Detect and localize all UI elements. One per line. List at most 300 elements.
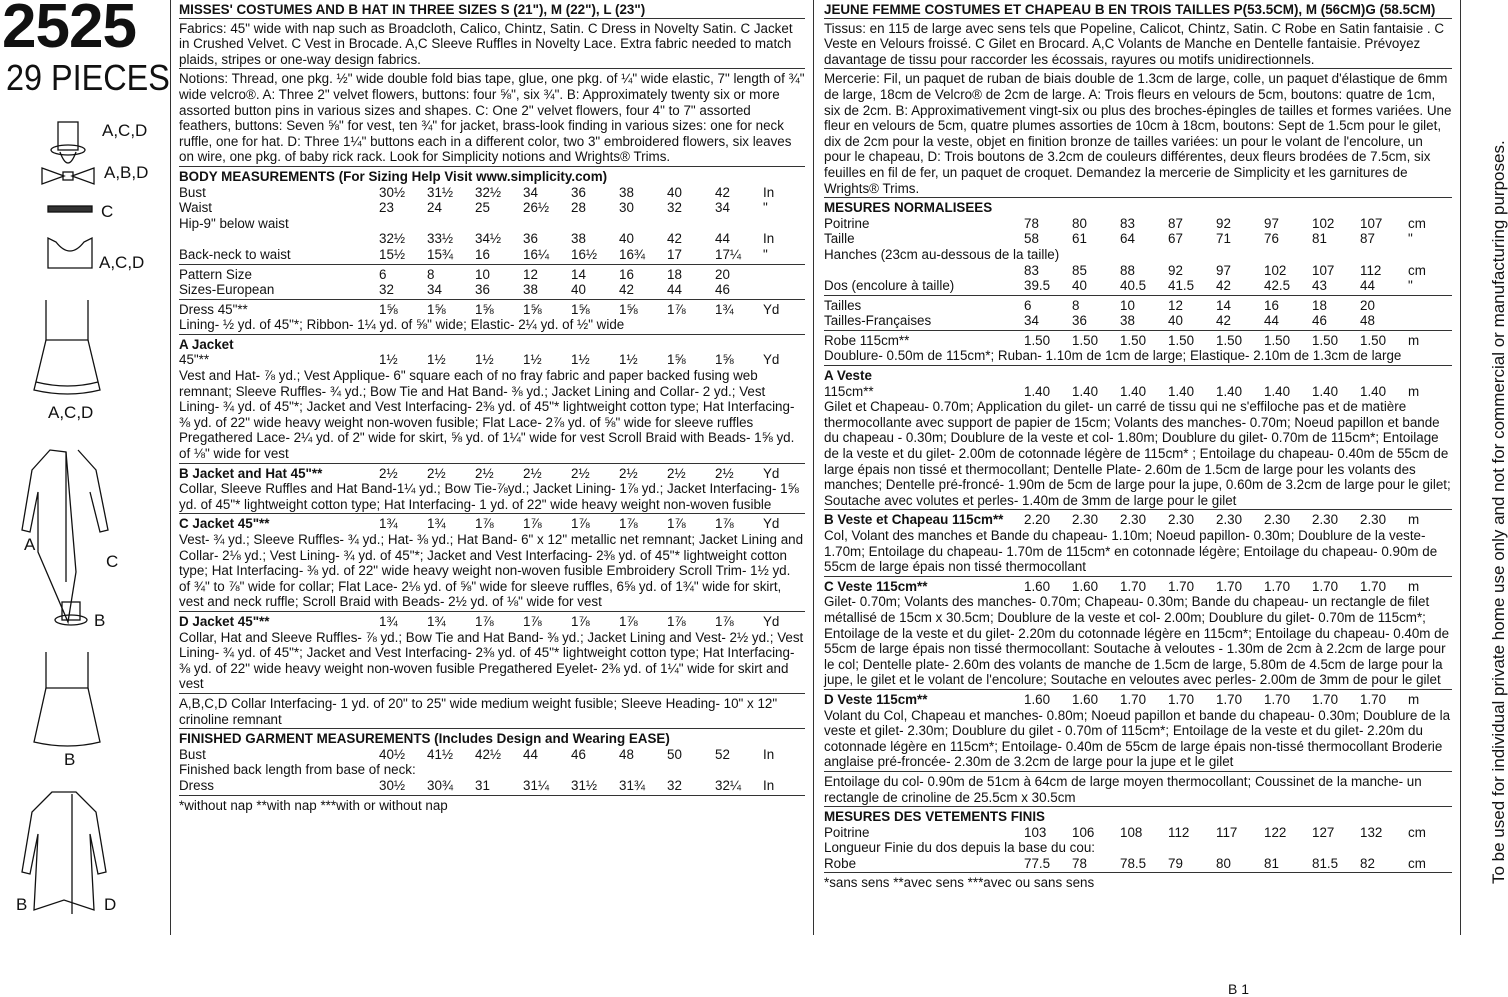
size-value: 78 xyxy=(1072,855,1087,871)
size-value: 1.60 xyxy=(1072,578,1099,594)
unit: cm xyxy=(1408,855,1426,871)
label: Bust xyxy=(179,746,206,762)
size-value: 83 xyxy=(1120,215,1135,231)
size-value: 50 xyxy=(667,746,682,762)
size-value: 31¼ xyxy=(523,777,550,793)
measurements-fr xyxy=(824,197,1452,295)
size-value: 1½ xyxy=(619,352,638,368)
page-number: B 1 xyxy=(1228,981,1250,997)
size-value: 31¾ xyxy=(619,777,646,793)
unit: m xyxy=(1408,691,1420,707)
size-value: 52 xyxy=(715,746,730,762)
measure-row xyxy=(179,247,805,263)
size-value: 1⅞ xyxy=(523,613,542,629)
view-label-dress2: B xyxy=(64,750,76,769)
size-value: 36 xyxy=(523,231,538,247)
size-value: 102 xyxy=(1312,215,1335,231)
size-value: 32 xyxy=(379,282,394,298)
size-value: 1.70 xyxy=(1312,691,1339,707)
size-value: 1¾ xyxy=(379,516,398,532)
size-value: 32 xyxy=(667,200,682,216)
unit: In xyxy=(763,184,775,200)
size-value: 2½ xyxy=(571,465,590,481)
size-value: 16½ xyxy=(571,246,598,262)
measure-row xyxy=(179,200,805,216)
size-value: 2.30 xyxy=(1264,512,1291,528)
measurements-title: MESURES NORMALISEES xyxy=(824,200,993,216)
size-value: 64 xyxy=(1120,231,1135,247)
size-value: 28 xyxy=(571,200,586,216)
french-column xyxy=(824,2,1452,892)
size-value: 67 xyxy=(1168,231,1183,247)
dress-yardage-en xyxy=(179,299,805,334)
size-value: 34 xyxy=(1024,313,1039,329)
unit: m xyxy=(1408,332,1420,348)
size-value: 34 xyxy=(715,200,730,216)
size-value: 2.30 xyxy=(1168,512,1195,528)
dress-drawing-acd xyxy=(34,300,100,394)
vest-drawing xyxy=(48,238,92,268)
d-veste-notes: Volant du Col, Chapeau et manches- 0.80m; Noeud papillon et bande du chapeau- 0.30m; Doublure de la veste et gilet- 2.30m; Doublure du gilet - 0.70m of 115cm*; Entoilage de la veste et du gilet- 2.20m du cotonnade légère en 115cm*; Entoilage- 0.40m de 55cm de large épais non-tissé thermocollant Broderie anglaise pré-froncée- 2.30m de 3.2cm de large pour la jupe et le gilet xyxy=(824,707,1451,770)
label: Taille xyxy=(824,231,855,247)
b-veste-notes: Col, Volant des manches et Bande du chapeau- 1.10m; Noeud papillon- 0.30m; Doublure de la veste- 1.70m; Entoilage du chapeau- 1.70m de 115cm* en cotonnade légère; Entoilage du chapeau- 0.90m de 55cm de large épais non tissé thermocollant xyxy=(824,528,1438,575)
size-value: 80 xyxy=(1216,855,1231,871)
sizes-fr xyxy=(824,295,1452,330)
size-value: 14 xyxy=(1216,297,1231,313)
label: Bust xyxy=(179,184,206,200)
size-value: 2½ xyxy=(523,465,542,481)
size-value: 16¼ xyxy=(523,246,550,262)
size-value: 1¾ xyxy=(427,516,446,532)
size-value: 92 xyxy=(1216,215,1231,231)
size-value: 2½ xyxy=(715,465,734,481)
title-en: MISSES' COSTUMES AND B HAT IN THREE SIZES S (21"), M (22"), L (23") xyxy=(179,2,646,17)
size-value: 97 xyxy=(1264,215,1279,231)
size-value: 87 xyxy=(1168,215,1183,231)
size-value: 2.20 xyxy=(1024,512,1051,528)
size-value: 81.5 xyxy=(1312,855,1339,871)
size-value: 1½ xyxy=(571,352,590,368)
size-value: 46 xyxy=(715,282,730,298)
a-veste-notes: Gilet et Chapeau- 0.70m; Application du gilet- un carré de tissu qui ne s'effiloche pas et de matière thermocollante avec support de papier de 15cm; Volants des manches- 0.70m; Noeud papillon et bande du chapeau - 0.30m; Doublure de la veste et col- 1.80m; Doublure du gilet- 0.70m de 115cm*; Entoilage de la veste et du gilet- 2.00m de cotonnade légère de 115cm* ; Entoilage du chapeau- 0.40m de 55cm de large épais non tissé et thermocollant; Dentelle Plate- 2.60m de 1.5cm de large pour les volants des manches; Dentelle pré-froncé- 1.90m de 5cm de large pour la jupe, 0.60m de 3.2cm de large pour le gilet; Soutache avec volutes et perles- 1.40m de 3mm de large pour le gilet xyxy=(824,399,1451,508)
size-value: 15½ xyxy=(379,246,406,262)
size-value: 103 xyxy=(1024,824,1047,840)
size-value: 1.70 xyxy=(1168,578,1195,594)
size-value: 1⅝ xyxy=(523,301,542,317)
title-fr: JEUNE FEMME COSTUMES ET CHAPEAU B EN TROIS TAILLES P(53.5CM), M (56CM)G (58.5CM) xyxy=(824,2,1436,17)
size-value: 42 xyxy=(667,231,682,247)
size-value: 1⅞ xyxy=(715,613,734,629)
size-value: 34 xyxy=(427,282,442,298)
unit: Yd xyxy=(763,352,780,368)
entoilage-fr: Entoilage du col- 0.90m de 51cm à 64cm de large moyen thermocollant; Coussinet de la manche- un rectangle de crinoline de 25.5cm x 30.5cm xyxy=(824,771,1452,806)
c-jacket-notes: Vest- ¾ yd.; Sleeve Ruffles- ¾ yd.; Hat- ⅜ yd.; Hat Band- 6" x 12" metallic net remnant; Jacket Lining and Collar- 2⅛ yd.; Vest Lining- ¾ yd. of 45"*; Jacket and Vest Interfacing- 2⅜ yd. of 45"* lightweight cotton type; Hat Interfacing- ⅜ yd. of 22" wide heavy weight non-woven fusible Embroidery Scroll Trim- 1½ yd. of ¾" to ⅞" wide for collar; Flat Lace- 2⅛ yd. of ⅝" wide for sleeve ruffles, 6⅝ yd. of 1¾" wide for skirt, vest and neck ruffle; Scroll Braid with Beads- 2½ yd. of ⅛" wide for vest xyxy=(179,532,804,610)
size-value: 76 xyxy=(1264,231,1279,247)
size-value: 80 xyxy=(1072,215,1087,231)
size-value: 1.60 xyxy=(1024,578,1051,594)
size-value: 1.50 xyxy=(1216,332,1243,348)
label: Poitrine xyxy=(824,824,870,840)
size-value: 32¼ xyxy=(715,777,742,793)
jacket-drawing-bd xyxy=(22,792,106,914)
size-value: 2.30 xyxy=(1312,512,1339,528)
size-value: 106 xyxy=(1072,824,1095,840)
size-value: 44 xyxy=(523,746,538,762)
size-value: 1.70 xyxy=(1216,691,1243,707)
size-value: 102 xyxy=(1264,262,1287,278)
size-value: 36 xyxy=(1072,313,1087,329)
size-value: 40 xyxy=(571,282,586,298)
size-value: 30½ xyxy=(379,184,406,200)
unit: " xyxy=(1408,231,1413,247)
label: Dos (encolure à taille) xyxy=(824,278,955,294)
footnote-en: *without nap **with nap ***with or without nap xyxy=(179,795,805,815)
size-value: 1.50 xyxy=(1168,332,1195,348)
size-value: 1.40 xyxy=(1216,383,1243,399)
view-label-jacket-b: B xyxy=(16,895,28,914)
size-value: 1.70 xyxy=(1264,691,1291,707)
robe-fr xyxy=(824,330,1452,365)
size-value: 1½ xyxy=(427,352,446,368)
size-value: 1¾ xyxy=(427,613,446,629)
size-value: 34½ xyxy=(475,231,502,247)
size-value: 8 xyxy=(1072,297,1080,313)
size-value: 1⅞ xyxy=(523,516,542,532)
size-value: 1⅞ xyxy=(715,516,734,532)
view-label-bow: A,B,D xyxy=(104,163,149,182)
size-value: 1.70 xyxy=(1360,691,1387,707)
size-value: 1⅝ xyxy=(379,301,398,317)
hat-drawing xyxy=(51,122,85,163)
size-value: 117 xyxy=(1216,824,1238,840)
size-value: 1.60 xyxy=(1024,691,1051,707)
size-value: 20 xyxy=(715,266,730,282)
finished-title: MESURES DES VETEMENTS FINIS xyxy=(824,809,1045,825)
size-value: 122 xyxy=(1264,824,1287,840)
fabrics-en: Fabrics: 45" wide with nap such as Broadcloth, Calico, Chintz, Satin. C Dress in Novelty Satin. C Jacket in Crushed Velvet. C Vest in Brocade. A,C Sleeve Ruffles in Novelty Lace. Extra fabric needed to match plaids, stripes or one-way design fabrics. xyxy=(179,18,805,69)
size-value: 1⅞ xyxy=(475,613,494,629)
piece-count: 29 PIECES xyxy=(6,57,170,98)
size-value: 83 xyxy=(1024,262,1039,278)
size-value: 14 xyxy=(571,266,586,282)
finished-en xyxy=(179,728,805,794)
size-value: 82 xyxy=(1360,855,1375,871)
size-value: 44 xyxy=(667,282,682,298)
view-label-jacket-d: D xyxy=(104,895,117,914)
notions-en: Notions: Thread, one pkg. ½" wide double fold bias tape, glue, one pkg. of ¼" wide elastic, 7" length of ¾" wide velcro®. A: Three 2" velvet flowers, buttons: four ⅝", six ¾". B: Approximately twenty six or more assorted button pins in various sizes and shapes. C: One 2" velvet flowers, four 4" to 7" assorted feathers, buttons: Seven ⅝" for vest, ten ¾" for jacket, brass-look finding in various sizes: one for neck ruffle, one for hat. D: Three 1¼" buttons each in a different color, two 3" embroidered flowers, six leaves on wire, one pkg. of baby rick rack. Look for Simplicity notions and Wrights® Trims. xyxy=(179,68,805,166)
size-value: 42 xyxy=(1216,278,1231,294)
a-jacket-notes: Vest and Hat- ⅞ yd.; Vest Applique- 6" square each of no fray fabric and paper backed fusing web remnant; Sleeve Ruffles- ¾ yd.; Bow Tie and Hat Band- ⅜ yd.; Jacket Lining and Collar- 2 yd.; Vest Lining- ¾ yd. of 45"*; Jacket and Vest Interfacing- 2⅜ yd. of 45"* lightweight cotton type; Hat Interfacing- ⅜ yd. of 22" wide heavy weight non-woven fusible; Flat Lace- 2⅞ yd. of ⅝" wide for sleeve ruffles Pregathered Lace- 2¼ yd. of 2" wide for skirt, ⅝ yd. of 1¼" wide for vest Scroll Braid with Beads- 1⅝ yd. of ⅛" wide for vest xyxy=(179,368,795,462)
size-value: 44 xyxy=(1264,313,1279,329)
size-value: 39.5 xyxy=(1024,278,1051,294)
size-value: 32 xyxy=(667,777,682,793)
usage-note xyxy=(1462,0,1508,992)
size-value: 31½ xyxy=(427,184,454,200)
size-value: 1.70 xyxy=(1216,578,1243,594)
size-value: 10 xyxy=(1120,297,1135,313)
size-value: 40 xyxy=(619,231,634,247)
size-value: 78.5 xyxy=(1120,855,1147,871)
unit: In xyxy=(763,777,775,793)
size-value: 12 xyxy=(1168,297,1183,313)
size-value: 1⅝ xyxy=(619,301,638,317)
size-value: 44 xyxy=(1360,278,1375,294)
size-value: 23 xyxy=(379,200,394,216)
mercerie-fr: Mercerie: Fil, un paquet de ruban de biais double de 1.3cm de large, colle, un paquet d'élastique de 6mm de large, 18cm de Velcro® de 2cm de large. A: Trois fleurs en velours de 5cm, boutons: quatre de 1cm, six de 2cm. B: Approximativement vingt-six ou plus des broches-épingles de tailles et formes variées. Une fleur en velours de 5cm, quatre plumes assorties de 10cm à 18cm, boutons: Sept de 1.5cm pour le gilet, dix de 2cm pour la veste, objet en finition bronze de tailles variées: un pour le volant de l'encolure, un pour le chapeau, D: Trois boutons de 3.2cm de couleurs différentes, deux fleurs brodées de 7.5cm, six feuilles en fil de fer, un paquet de croquet. Demandez la mercerie de Simplicity et les garnitures de Wrights® Trims. xyxy=(824,68,1452,197)
label: Poitrine xyxy=(824,215,870,231)
size-value: 1.50 xyxy=(1024,332,1051,348)
size-value: 85 xyxy=(1072,262,1087,278)
label: Sizes-European xyxy=(179,282,275,298)
size-value: 1.70 xyxy=(1264,578,1291,594)
unit: m xyxy=(1408,512,1420,528)
label: Longueur Finie du dos depuis la base du cou: xyxy=(824,840,1095,856)
label: Hanches (23cm au-dessous de la taille) xyxy=(824,246,1060,262)
size-value: 43 xyxy=(1312,278,1327,294)
label: B Veste et Chapeau 115cm** xyxy=(824,512,1004,528)
size-value: 1.40 xyxy=(1024,383,1051,399)
english-column xyxy=(179,2,805,814)
unit: cm xyxy=(1408,262,1426,278)
size-value: 6 xyxy=(379,266,387,282)
size-value: 40 xyxy=(667,184,682,200)
size-value: 33½ xyxy=(427,231,454,247)
a-veste-fr: A Veste 115cm** 1.40 1.40 1.40 1.40 1.40 1.40 1.40 1.40 m Gilet et Chapeau- 0.70m; Application du gilet- un carré de tissu qui ne s'effiloche pas et de matière thermocollante avec support de papier de 15cm; Volants des manches- 0.70m; Noeud papillon et bande du chapeau - 0.30m; Doublure de la veste et col- 1.80m; Doublure du gilet- 0.70m de 115cm*; Entoilage de la veste et du gilet- 2.00m de cotonnade légère de 115cm* ; Entoilage du chapeau- 0.40m de 55cm de large épais non tissé et thermocollant; Dentelle Plate- 2.60m de 1.5cm de large pour les volants des manches; Dentelle pré-froncé- 1.90m de 5cm de large pour la jupe, 0.60m de 3.2cm de large pour le gilet; Soutache avec volutes et perles- 1.40m de 3mm de large pour le gilet xyxy=(824,365,1452,509)
b-jacket-notes: Collar, Sleeve Ruffles and Hat Band-1¼ yd.; Bow Tie-⅞yd.; Jacket Lining- 1⅞ yd.; Jacket Interfacing- 1⅝ yd. of 45"* lightweight cotton type; Hat Interfacing- 1 yd. of 22" wide heavy weight non-woven fusible xyxy=(179,481,799,512)
size-value: 38 xyxy=(523,282,538,298)
size-value: 1⅝ xyxy=(475,301,494,317)
unit: " xyxy=(1408,278,1413,294)
view-label-hat2: B xyxy=(94,611,106,630)
b-veste-fr xyxy=(824,509,1452,575)
label: Robe 115cm** xyxy=(824,332,910,348)
size-value: 1⅞ xyxy=(667,516,686,532)
divider xyxy=(170,0,171,935)
label: Hip-9" below waist xyxy=(179,215,289,231)
usage-note-text: To be used for individual private home use only and not for commercial or manufacturing purposes. xyxy=(1489,140,1508,884)
size-value: 1⅝ xyxy=(427,301,446,317)
size-value: 16¾ xyxy=(619,246,646,262)
size-value: 48 xyxy=(1360,313,1375,329)
view-label-jacket-a: A xyxy=(24,535,36,554)
size-value: 78 xyxy=(1024,215,1039,231)
d-jacket-en xyxy=(179,611,805,693)
size-value: 2.30 xyxy=(1216,512,1243,528)
size-value: 1⅝ xyxy=(715,352,734,368)
size-value: 127 xyxy=(1312,824,1335,840)
label: B Jacket and Hat 45"** xyxy=(179,465,323,481)
label: Finished back length from base of neck: xyxy=(179,762,416,778)
size-value: 1.70 xyxy=(1360,578,1387,594)
size-value: 42 xyxy=(1216,313,1231,329)
size-value: 16 xyxy=(1264,297,1279,313)
size-value: 40½ xyxy=(379,746,406,762)
label: Dress xyxy=(179,777,214,793)
size-value: 26½ xyxy=(523,200,550,216)
c-jacket-en xyxy=(179,513,805,611)
size-value: 20 xyxy=(1360,297,1375,313)
size-value: 18 xyxy=(1312,297,1327,313)
measure-row xyxy=(179,216,805,232)
unit: cm xyxy=(1408,215,1426,231)
size-value: 1⅞ xyxy=(475,516,494,532)
size-value: 107 xyxy=(1360,215,1383,231)
size-value: 6 xyxy=(1024,297,1032,313)
size-value: 38 xyxy=(619,184,634,200)
size-value: 1.50 xyxy=(1312,332,1339,348)
divider xyxy=(1460,0,1461,935)
sizes-en xyxy=(179,264,805,299)
unit: Yd xyxy=(763,465,780,481)
size-value: 40 xyxy=(1168,313,1183,329)
size-value: 48 xyxy=(619,746,634,762)
view-label-dress1: A,C,D xyxy=(48,403,94,422)
size-value: 112 xyxy=(1360,262,1382,278)
label: Tailles-Françaises xyxy=(824,313,932,329)
size-value: 34 xyxy=(523,184,538,200)
size-value: 87 xyxy=(1360,231,1375,247)
robe-notes: Doublure- 0.50m de 115cm*; Ruban- 1.10m de 1cm de large; Elastique- 2.10m de 1.3cm de large xyxy=(824,348,1402,364)
size-value: 1.40 xyxy=(1264,383,1291,399)
size-value: 15¾ xyxy=(427,246,454,262)
label: C Jacket 45"** xyxy=(179,516,270,532)
size-value: 32½ xyxy=(379,231,406,247)
size-value: 1⅞ xyxy=(667,613,686,629)
a-jacket-en: A Jacket 45"** 1½ 1½ 1½ 1½ 1½ 1½ 1⅝ 1⅝ Yd Vest and Hat- ⅞ yd.; Vest Applique- 6" square each of no fray fabric and paper backed fusing web remnant; Sleeve Ruffles- ¾ yd.; Bow Tie and Hat Band- ⅜ yd.; Jacket Lining and Collar- 2 yd.; Vest Lining- ¾ yd. of 45"*; Jacket and Vest Interfacing- 2⅜ yd. of 45"* lightweight cotton type; Hat Interfacing- ⅜ yd. of 22" wide heavy weight non-woven fusible; Flat Lace- 2⅞ yd. of ⅝" wide for sleeve ruffles Pregathered Lace- 2¼ yd. of 2" wide for skirt, ⅝ yd. of 1¼" wide for vest Scroll Braid with Beads- 1⅝ yd. of ⅛" wide for vest xyxy=(179,334,805,463)
unit: Yd xyxy=(763,613,780,629)
size-value: 1½ xyxy=(475,352,494,368)
size-value: 31½ xyxy=(571,777,598,793)
size-value: 46 xyxy=(1312,313,1327,329)
unit: In xyxy=(763,746,775,762)
size-value: 41.5 xyxy=(1168,278,1195,294)
size-value: 24 xyxy=(427,200,442,216)
size-value: 1⅝ xyxy=(571,301,590,317)
size-value: 36 xyxy=(571,184,586,200)
unit: " xyxy=(763,246,768,262)
size-value: 1.70 xyxy=(1168,691,1195,707)
size-value: 1⅞ xyxy=(619,516,638,532)
label: A Veste xyxy=(824,368,872,384)
size-value: 58 xyxy=(1024,231,1039,247)
size-value: 132 xyxy=(1360,824,1383,840)
size-value: 88 xyxy=(1120,262,1135,278)
bow-tie-drawing xyxy=(42,168,94,184)
view-label-jacket-c: C xyxy=(106,552,119,571)
size-value: 2½ xyxy=(427,465,446,481)
size-value: 10 xyxy=(475,266,490,282)
size-value: 1.70 xyxy=(1120,691,1147,707)
size-value: 44 xyxy=(715,231,730,247)
size-value: 77.5 xyxy=(1024,855,1051,871)
size-value: 1⅞ xyxy=(571,516,590,532)
footnote-fr: *sans sens **avec sens ***avec ou sans sens xyxy=(824,872,1452,892)
size-value: 112 xyxy=(1168,824,1190,840)
size-value: 17¼ xyxy=(715,246,742,262)
body-measurements-title: BODY MEASUREMENTS (For Sizing Help Visit www.simplicity.com) xyxy=(179,168,608,184)
size-value: 38 xyxy=(1120,313,1135,329)
size-value: 31 xyxy=(475,777,490,793)
size-value: 40 xyxy=(1072,278,1087,294)
size-value: 18 xyxy=(667,266,682,282)
size-value: 81 xyxy=(1312,231,1327,247)
label: D Jacket 45"** xyxy=(179,613,270,629)
label: Back-neck to waist xyxy=(179,246,291,262)
size-value: 1.50 xyxy=(1360,332,1387,348)
size-value: 61 xyxy=(1072,231,1087,247)
size-value: 1¾ xyxy=(715,301,734,317)
view-label-braid: C xyxy=(101,202,114,221)
c-veste-fr xyxy=(824,576,1452,689)
unit: m xyxy=(1408,383,1420,399)
tissus-fr: Tissus: en 115 de large avec sens tels que Popeline, Calicot, Chintz, Satin. C Robe en Satin fantaisie . C Veste en Velours froissé. C Gilet en Brocard. A,C Volants de Manche en Dentelle fantaisie. Prévoyez davantage de tissu pour raccorder les écossais, rayures ou motifs unidirectionnels. xyxy=(824,18,1452,69)
unit: " xyxy=(763,200,768,216)
pattern-number: 2525 xyxy=(2,0,136,61)
size-value: 2½ xyxy=(379,465,398,481)
label: Waist xyxy=(179,200,212,216)
size-value: 42 xyxy=(715,184,730,200)
size-value: 1.40 xyxy=(1360,383,1387,399)
size-value: 1¾ xyxy=(379,613,398,629)
size-value: 1.60 xyxy=(1072,691,1099,707)
unit: cm xyxy=(1408,824,1426,840)
dress-drawing-b xyxy=(34,652,100,746)
size-value: 1.70 xyxy=(1120,578,1147,594)
size-value: 16 xyxy=(475,246,490,262)
size-value: 1⅝ xyxy=(667,352,686,368)
finished-title: FINISHED GARMENT MEASUREMENTS (Includes Design and Wearing EASE) xyxy=(179,731,670,747)
label: C Veste 115cm** xyxy=(824,578,928,594)
size-value: 46 xyxy=(571,746,586,762)
size-value: 107 xyxy=(1312,262,1335,278)
size-value: 1.40 xyxy=(1168,383,1195,399)
body-measurements-en xyxy=(179,166,805,264)
size-value: 25 xyxy=(475,200,490,216)
label: A Jacket xyxy=(179,336,234,352)
size-value: 12 xyxy=(523,266,538,282)
divider xyxy=(813,0,814,935)
size-value: 42.5 xyxy=(1264,278,1291,294)
size-value: 2.30 xyxy=(1120,512,1147,528)
c-veste-notes: Gilet- 0.70m; Volants des manches- 0.70m; Chapeau- 0.30m; Bande du chapeau- un rectangle de filet métallisé de 15cm x 30.5cm; Doublure de la veste et col- 2.00m; Doublure du gilet- 0.70m de 115cm*; Entoilage de la veste et du gilet- 2.20m du cotonnade légère en 115cm*; Entoilage du chapeau- 0.40m de 55cm de large épais non tissé thermocollant: Soutache à veloutes - 1.30m de 2cm à 2.2cm de large pour le col; Dentelle plate- 2.60m des volants de manche de 1.5cm de large, 5.80m de 4.5cm de large pour la jupe, le gilet et le volant de l'encolure; Soutache en veloutes avec perles- 2.00m de 3mm de pour le gilet xyxy=(824,594,1450,688)
size-value: 2½ xyxy=(475,465,494,481)
size-value: 1.40 xyxy=(1312,383,1339,399)
size-value: 30½ xyxy=(379,777,406,793)
size-value: 92 xyxy=(1168,262,1183,278)
view-label-hat: A,C,D xyxy=(102,121,148,140)
unit: In xyxy=(763,231,775,247)
label: Tailles xyxy=(824,297,862,313)
size-value: 8 xyxy=(427,266,435,282)
size-value: 17 xyxy=(667,246,682,262)
unit: Yd xyxy=(763,516,780,532)
size-value: 71 xyxy=(1216,231,1231,247)
d-jacket-notes: Collar, Hat and Sleeve Ruffles- ⅞ yd.; Bow Tie and Hat Band- ⅜ yd.; Jacket Lining and Vest- 2½ yd.; Vest Lining- ¾ yd. of 45"*; Jacket and Vest Interfacing- 2⅜ yd. of 45"* lightweight cotton type; Hat Interfacing-⅜ yd. of 22" wide heavy weight non-woven fusible Pregathered Eyelet- 2⅜ yd. of 1¼" wide for skirt and vest xyxy=(179,629,804,692)
size-value: 1½ xyxy=(523,352,542,368)
size-value: 81 xyxy=(1264,855,1279,871)
finished-fr xyxy=(824,806,1452,872)
size-value: 1⅞ xyxy=(571,613,590,629)
size-value: 79 xyxy=(1168,855,1183,871)
size-value: 1.50 xyxy=(1120,332,1147,348)
size-value: 1.40 xyxy=(1120,383,1147,399)
view-label-vest: A,C,D xyxy=(99,253,145,272)
unit: m xyxy=(1408,578,1420,594)
label: D Veste 115cm** xyxy=(824,691,928,707)
dress-notes: Lining- ½ yd. of 45"*; Ribbon- 1¼ yd. of ⅝" wide; Elastic- 2¼ yd. of ½" wide xyxy=(179,317,625,333)
size-value: 2½ xyxy=(619,465,638,481)
size-value: 16 xyxy=(619,266,634,282)
